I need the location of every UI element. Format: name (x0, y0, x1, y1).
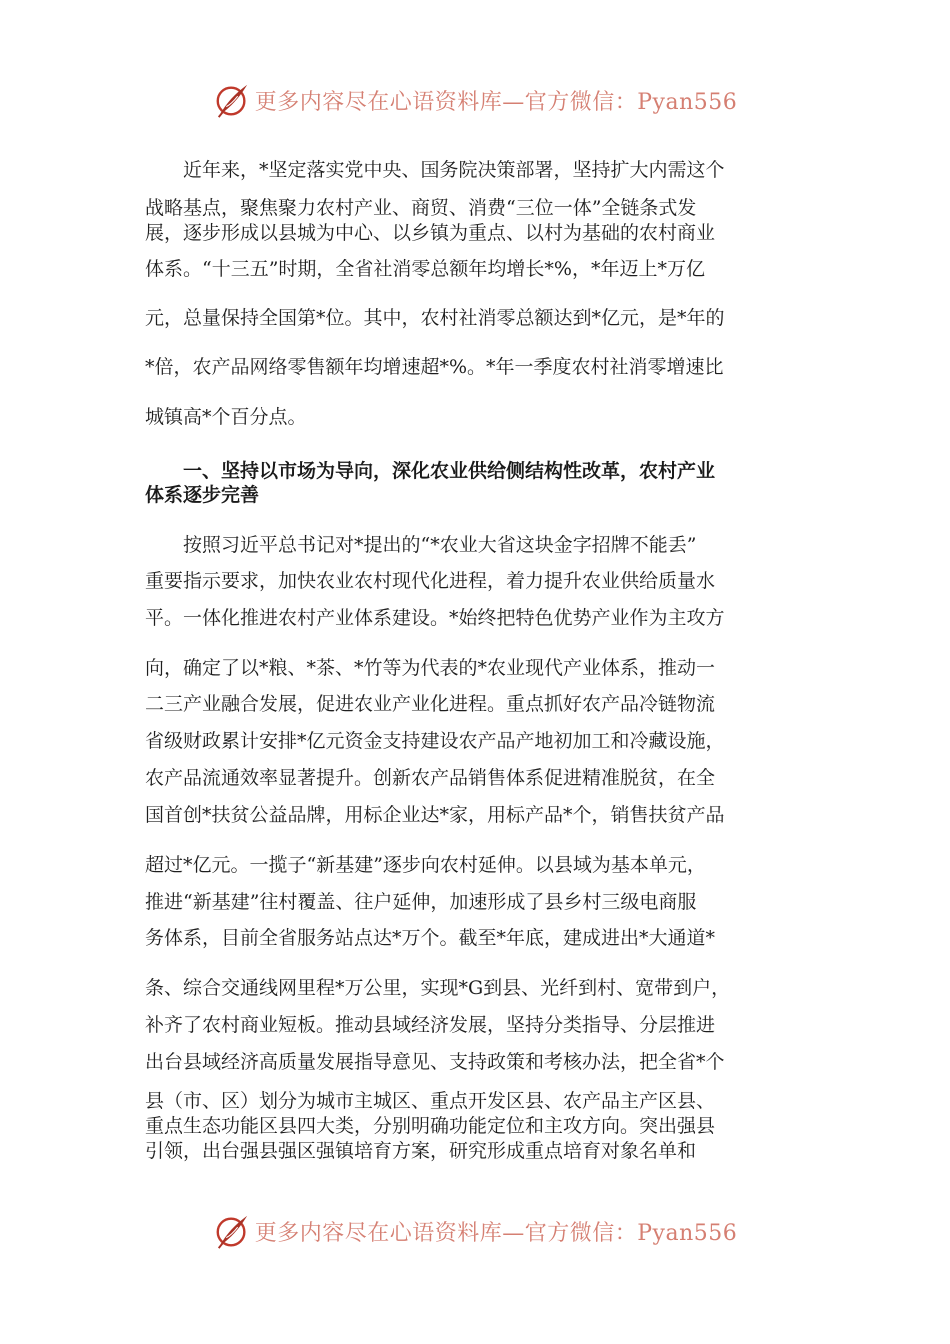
paragraph-line: 引领，出台强县强区强镇培育方案，研究形成重点培育对象名单和 (145, 1140, 697, 1162)
quill-pen-logo-icon (213, 1212, 251, 1250)
paragraph-line: 农产品流通效率显著提升。创新农产品销售体系促进精准脱贫，在全 (145, 767, 716, 789)
banner-text: 更多内容尽在心语资料库—官方微信：Pyan556 (254, 89, 738, 115)
paragraph-line: 重点生态功能区县四大类，分别明确功能定位和主攻方向。突出强县 (145, 1115, 716, 1137)
paragraph-line: 向，确定了以*粮、*茶、*竹等为代表的*农业现代产业体系，推动一 (145, 657, 716, 679)
banner-text: 更多内容尽在心语资料库—官方微信：Pyan556 (254, 1220, 738, 1246)
paragraph-line: 近年来，*坚定落实党中央、国务院决策部署，坚持扩大内需这个 (183, 159, 725, 181)
paragraph-line: 元，总量保持全国第*位。其中，农村社消零总额达到*亿元，是*年的 (145, 307, 725, 329)
paragraph-line: 重要指示要求，加快农业农村现代化进程，着力提升农业供给质量水 (145, 570, 716, 592)
paragraph-line: 省级财政累计安排*亿元资金支持建设农产品产地初加工和冷藏设施， (145, 730, 725, 752)
paragraph-line: 超过*亿元。一揽子“新基建”逐步向农村延伸。以县域为基本单元， (145, 854, 706, 876)
paragraph-line: 国首创*扶贫公益品牌，用标企业达*家，用标产品*个，销售扶贫产品 (145, 804, 725, 826)
paragraph-line: 务体系，目前全省服务站点达*万个。截至*年底，建成进出*大通道* (145, 927, 716, 949)
paragraph-line: *倍，农产品网络零售额年均增速超*%。*年一季度农村社消零增速比 (145, 356, 724, 378)
paragraph-line: 按照习近平总书记对*提出的“*农业大省这块金字招牌不能丢” (183, 534, 697, 556)
paragraph-line: 条、综合交通线网里程*万公里，实现*G到县、光纤到村、宽带到户， (145, 977, 731, 999)
paragraph-line: 体系。“十三五”时期，全省社消零总额年均增长*%，*年迈上*万亿 (145, 258, 705, 280)
footer-banner (0, 1211, 950, 1251)
paragraph-line: 县（市、区）划分为城市主城区、重点开发区县、农产品主产区县、 (145, 1090, 716, 1112)
section-heading: 一、坚持以市场为导向，深化农业供给侧结构性改革，农村产业 (183, 460, 716, 482)
paragraph-line: 战略基点，聚焦聚力农村产业、商贸、消费“三位一体”全链条式发 (145, 197, 697, 219)
paragraph-line: 二三产业融合发展，促进农业产业化进程。重点抓好农产品冷链物流 (145, 693, 716, 715)
paragraph-line: 平。一体化推进农村产业体系建设。*始终把特色优势产业作为主攻方 (145, 607, 725, 629)
paragraph-line: 展，逐步形成以县城为中心、以乡镇为重点、以村为基础的农村商业 (145, 222, 716, 244)
header-banner (0, 80, 950, 120)
quill-pen-logo-icon (213, 81, 251, 119)
section-heading: 体系逐步完善 (145, 484, 260, 506)
paragraph-line: 补齐了农村商业短板。推动县域经济发展，坚持分类指导、分层推进 (145, 1014, 716, 1036)
paragraph-line: 推进“新基建”往村覆盖、往户延伸，加速形成了县乡村三级电商服 (145, 891, 697, 913)
paragraph-line: 城镇高*个百分点。 (145, 406, 307, 428)
paragraph-line: 出台县域经济高质量发展指导意见、支持政策和考核办法，把全省*个 (145, 1051, 725, 1073)
